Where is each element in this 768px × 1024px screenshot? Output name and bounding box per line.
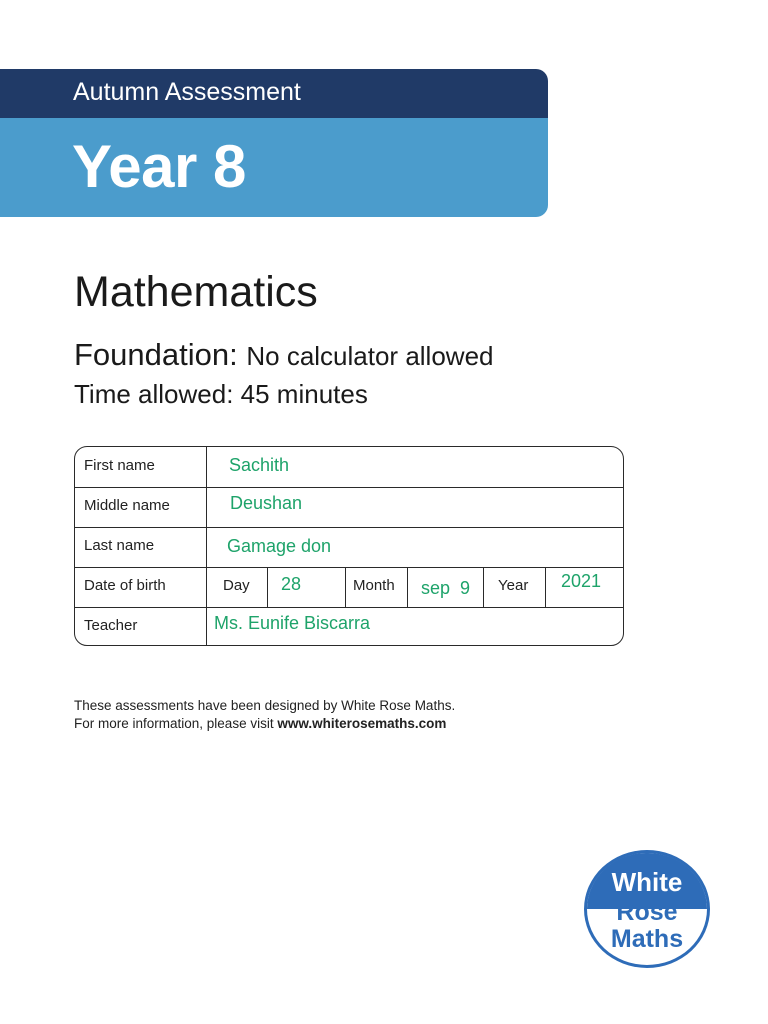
label-column-divider bbox=[206, 447, 207, 645]
assessment-banner bbox=[0, 69, 548, 118]
year-field[interactable]: 2021 bbox=[561, 571, 602, 591]
row-divider bbox=[75, 527, 623, 528]
last-name-field[interactable]: Gamage don bbox=[227, 536, 332, 556]
student-details-form bbox=[74, 446, 624, 646]
dob-divider bbox=[267, 567, 268, 607]
middle-name-field[interactable]: Deushan bbox=[230, 493, 303, 513]
logo-word-maths: Maths bbox=[610, 925, 684, 953]
assessment-title: Autumn Assessment bbox=[73, 78, 301, 106]
year-label: Year bbox=[498, 577, 529, 594]
tier-label: Foundation: bbox=[74, 337, 238, 372]
row-divider bbox=[75, 607, 623, 608]
last-name-label: Last name bbox=[84, 537, 155, 554]
row-divider bbox=[75, 487, 623, 488]
year-banner bbox=[0, 118, 548, 217]
month-label: Month bbox=[353, 577, 395, 594]
first-name-label: First name bbox=[84, 457, 155, 474]
teacher-field[interactable]: Ms. Eunife Biscarra bbox=[214, 613, 371, 633]
logo-word-white: White bbox=[611, 867, 683, 897]
subject-title: Mathematics bbox=[74, 268, 318, 316]
first-name-field[interactable]: Sachith bbox=[229, 455, 290, 475]
time-allowed: Time allowed: 45 minutes bbox=[74, 379, 368, 409]
year-title: Year 8 bbox=[72, 133, 246, 200]
calculator-note: No calculator allowed bbox=[246, 341, 494, 371]
dob-divider bbox=[407, 567, 408, 607]
tier-line bbox=[74, 337, 494, 373]
dob-divider bbox=[345, 567, 346, 607]
dob-divider bbox=[483, 567, 484, 607]
website-link[interactable]: www.whiterosemaths.com bbox=[277, 716, 447, 731]
dob-label: Date of birth bbox=[84, 577, 166, 594]
footer-line-2 bbox=[74, 715, 455, 733]
footer-note bbox=[74, 697, 455, 733]
logo-word-rose: Rose bbox=[616, 898, 678, 926]
day-label: Day bbox=[223, 577, 250, 594]
footer-line-2-text: For more information, please visit bbox=[74, 716, 278, 731]
row-divider bbox=[75, 567, 623, 568]
white-rose-maths-logo bbox=[584, 850, 710, 968]
teacher-label: Teacher bbox=[84, 617, 138, 634]
middle-name-label: Middle name bbox=[84, 497, 170, 514]
dob-divider bbox=[545, 567, 546, 607]
day-field[interactable]: 28 bbox=[281, 574, 302, 594]
footer-line-1: These assessments have been designed by White Rose Maths. bbox=[74, 698, 456, 713]
month-field[interactable]: sep 9 bbox=[421, 578, 471, 598]
